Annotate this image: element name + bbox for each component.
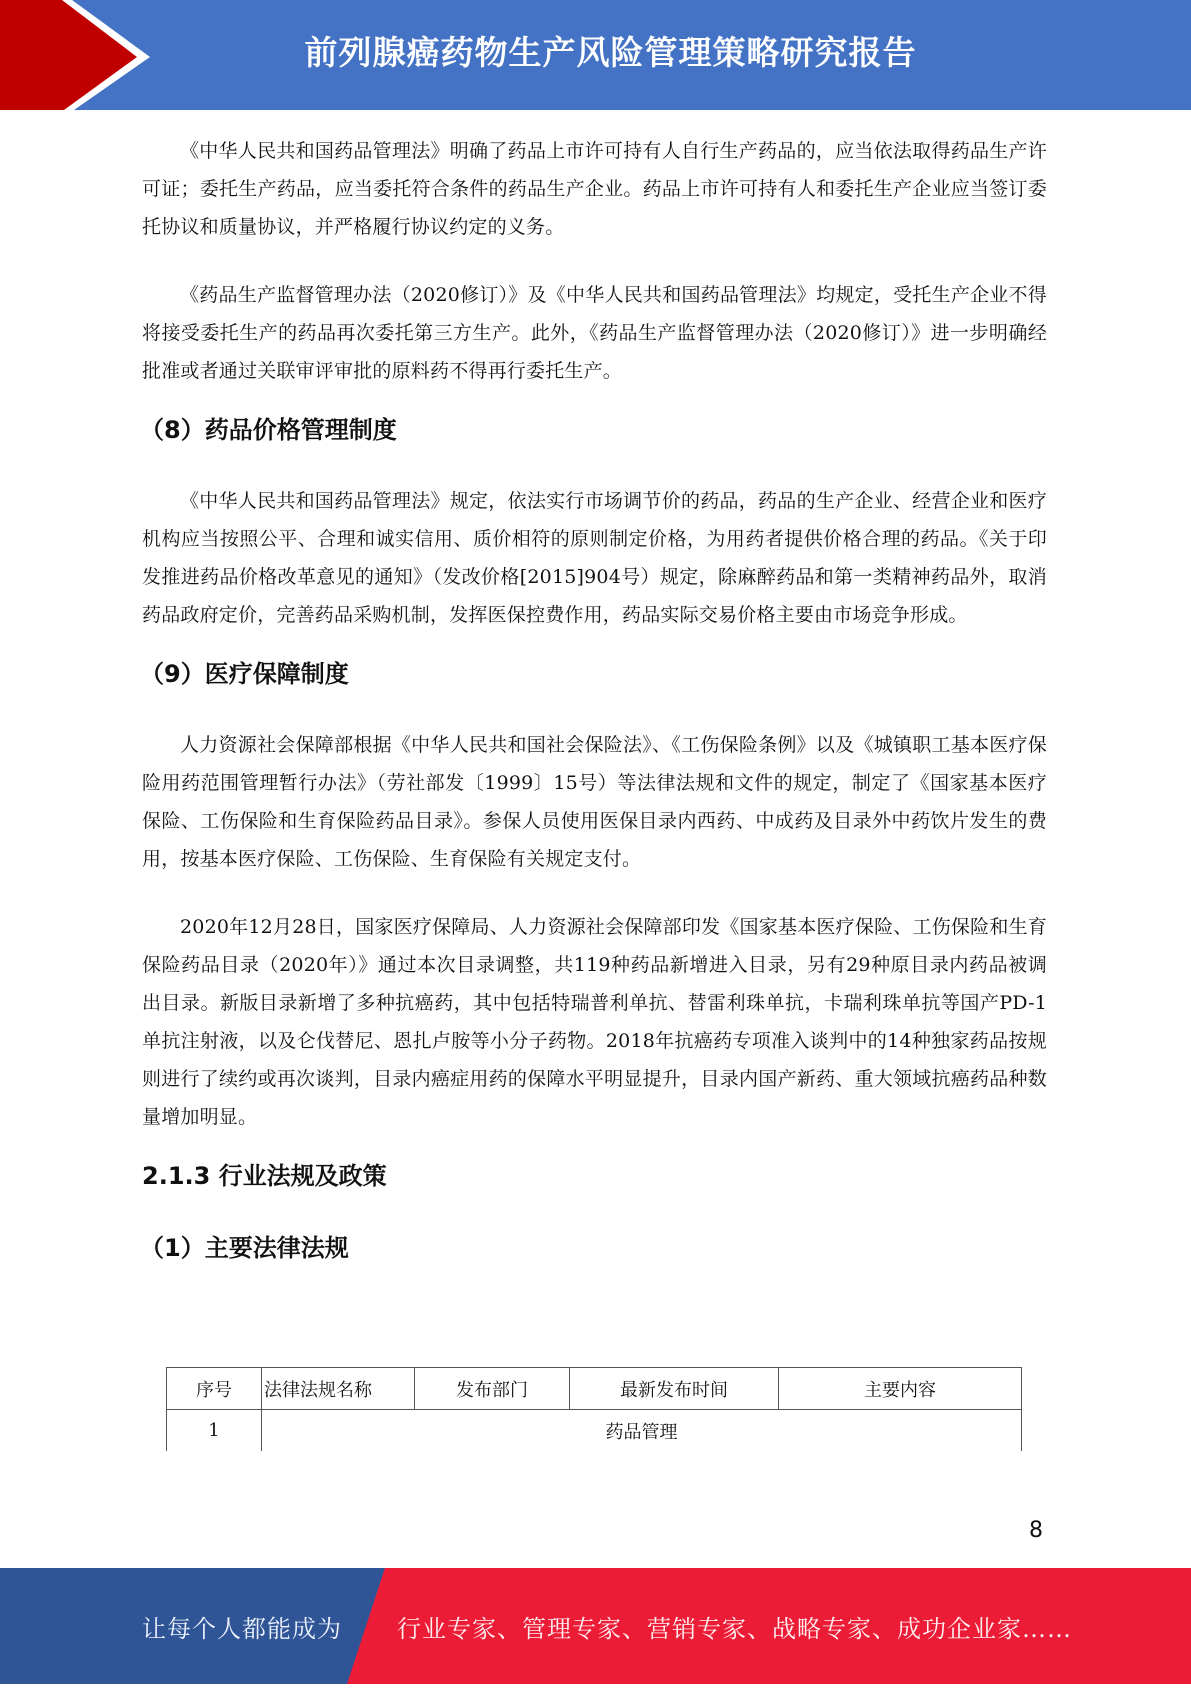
- paragraph: 《中华人民共和国药品管理法》明确了药品上市许可持有人自行生产药品的，应当依法取得药品生产许可证；委托生产药品，应当委托符合条件的药品生产企业。药品上市许可持有人和委托生产企业应当签订委托协议和质量协议，并严格履行协议约定的义务。: [142, 140, 1047, 238]
- header-cell-index: 序号: [167, 1368, 262, 1410]
- table-header-row: [167, 1368, 1022, 1410]
- header-cell-department: 发布部门: [415, 1368, 570, 1410]
- paragraph: 人力资源社会保障部根据《中华人民共和国社会保险法》、《工伤保险条例》以及《城镇职工基本医疗保险用药范围管理暂行办法》（劳社部发〔1999〕15号）等法律法规和文件的规定，制定了《国家基本医疗保险、工伤保险和生育保险药品目录》。参保人员使用医保目录内西药、中成药及目录外中药饮片发生的费用，按基本医疗保险、工伤保险、生育保险有关规定支付。: [142, 734, 1047, 870]
- section-heading-9: （9）医疗保障制度: [140, 660, 349, 688]
- paragraph: 2020年12月28日，国家医疗保障局、人力资源社会保障部印发《国家基本医疗保险、工伤保险和生育保险药品目录（2020年）》通过本次目录调整，共119种药品新增进入目录，另有29种原目录内药品被调出目录。新版目录新增了多种抗癌药，其中包括特瑞普利单抗、替雷利珠单抗，卡瑞利珠单抗等国产PD-1单抗注射液，以及仑伐替尼、恩扎卢胺等小分子药物。2018年抗癌药专项准入谈判中的14种独家药品按规则进行了续约或再次谈判，目录内癌症用药的保障水平明显提升，目录内国产新药、重大领域抗癌药品种数量增加明显。: [142, 916, 1047, 1128]
- row-index: 1: [167, 1410, 262, 1452]
- paragraph: 《药品生产监督管理办法（2020修订）》及《中华人民共和国药品管理法》均规定，受托生产企业不得将接受委托生产的药品再次委托第三方生产。此外，《药品生产监督管理办法（2020修订）》进一步明确经批准或者通过关联审评审批的原料药不得再行委托生产。: [142, 284, 1047, 382]
- section-heading-8: （8）药品价格管理制度: [140, 416, 397, 444]
- header-cell-date: 最新发布时间: [570, 1368, 779, 1410]
- sub-heading-laws: （1）主要法律法规: [140, 1234, 349, 1262]
- document-body: [142, 132, 1047, 1268]
- page-footer: [0, 1568, 1191, 1684]
- laws-table: [166, 1367, 1022, 1451]
- page-header: [0, 0, 1191, 110]
- page-number: 8: [1029, 1518, 1043, 1543]
- table-row: [167, 1410, 1022, 1452]
- footer-slogan-left: 让每个人都能成为: [142, 1615, 342, 1643]
- header-cell-name: 法律法规名称: [262, 1368, 415, 1410]
- report-title: 前列腺癌药物生产风险管理策略研究报告: [304, 33, 917, 72]
- row-category: 药品管理: [262, 1410, 1022, 1452]
- paragraph: 《中华人民共和国药品管理法》规定，依法实行市场调节价的药品，药品的生产企业、经营企业和医疗机构应当按照公平、合理和诚实信用、质价相符的原则制定价格，为用药者提供价格合理的药品。《关于印发推进药品价格改革意见的通知》（发改价格[2015]904号）规定，除麻醉药品和第一类精神药品外，取消药品政府定价，完善药品采购机制，发挥医保控费作用，药品实际交易价格主要由市场竞争形成。: [142, 490, 1047, 626]
- footer-slogan-right: 行业专家、管理专家、营销专家、战略专家、成功企业家……: [397, 1615, 1072, 1643]
- header-cell-content: 主要内容: [779, 1368, 1022, 1410]
- section-heading-2-1-3: 2.1.3 行业法规及政策: [142, 1162, 387, 1190]
